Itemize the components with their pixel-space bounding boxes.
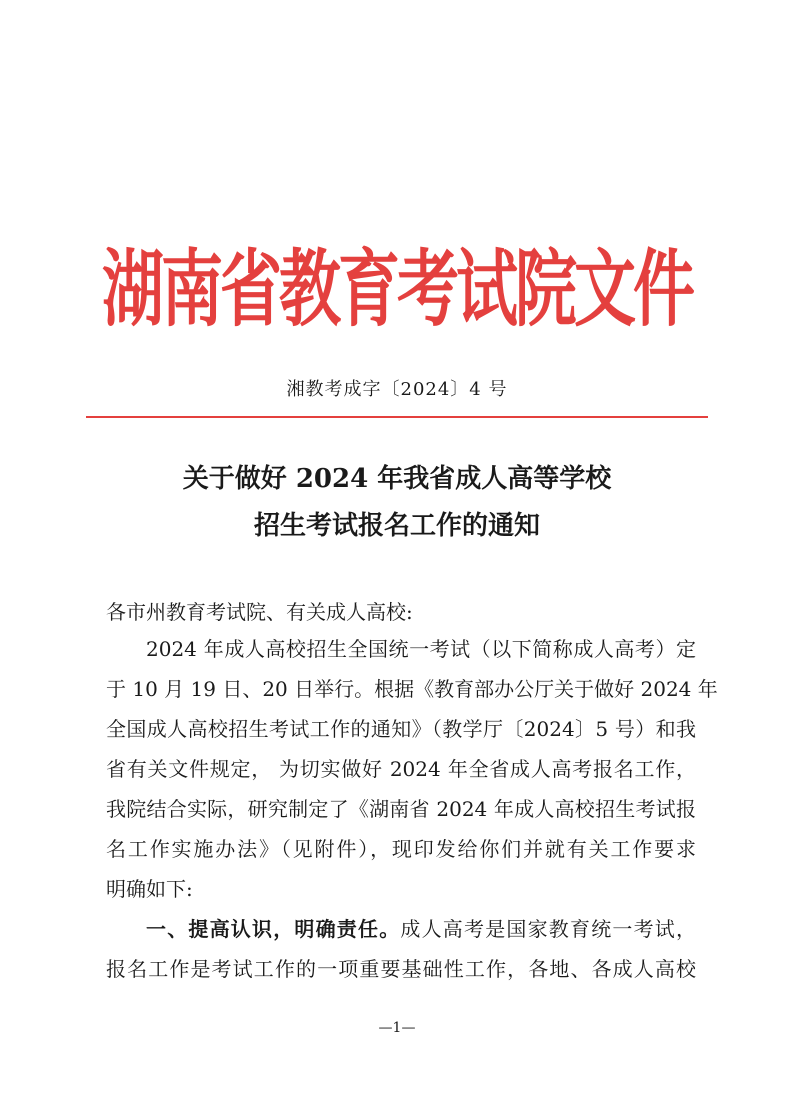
paragraph-line: 省有关文件规定， 为切实做好 2024 年全省成人高考报名工作， [106,757,696,781]
paragraph-line: 我院结合实际，研究制定了《湖南省 2024 年成人高校招生考试报 [106,797,696,821]
section-1-first-line [146,913,696,942]
paragraph-line: 全国成人高校招生考试工作的通知》（教学厅〔2024〕5 号）和我 [106,717,696,741]
paragraph-line: 报名工作是考试工作的一项重要基础性工作，各地、各成人高校 [106,957,696,981]
paragraph-line: 明确如下: [106,877,193,901]
section-1-heading: 一、提高认识，明确责任。 [146,917,401,941]
section-1-text: 成人高考是国家教育统一考试， [400,917,697,941]
masthead: 湖南省教育考试院文件 [101,239,692,339]
document-number: 湘教考成字〔2024〕4 号 [286,379,508,400]
document-title-line-1: 关于做好 2024 年我省成人高等学校 [182,464,612,494]
paragraph-line: 于 10 月 19 日、20 日举行。根据《教育部办公厅关于做好 2024 年 [106,677,718,701]
salutation: 各市州教育考试院、有关成人高校: [106,600,413,624]
page-number: —1— [378,1020,416,1036]
paragraph-line: 名工作实施办法》（见附件），现印发给你们并就有关工作要求 [106,837,696,861]
red-divider [86,416,708,418]
paragraph-line: 2024 年成人高校招生全国统一考试（以下简称成人高考）定 [146,637,696,661]
document-title-line-2: 招生考试报名工作的通知 [253,511,540,541]
